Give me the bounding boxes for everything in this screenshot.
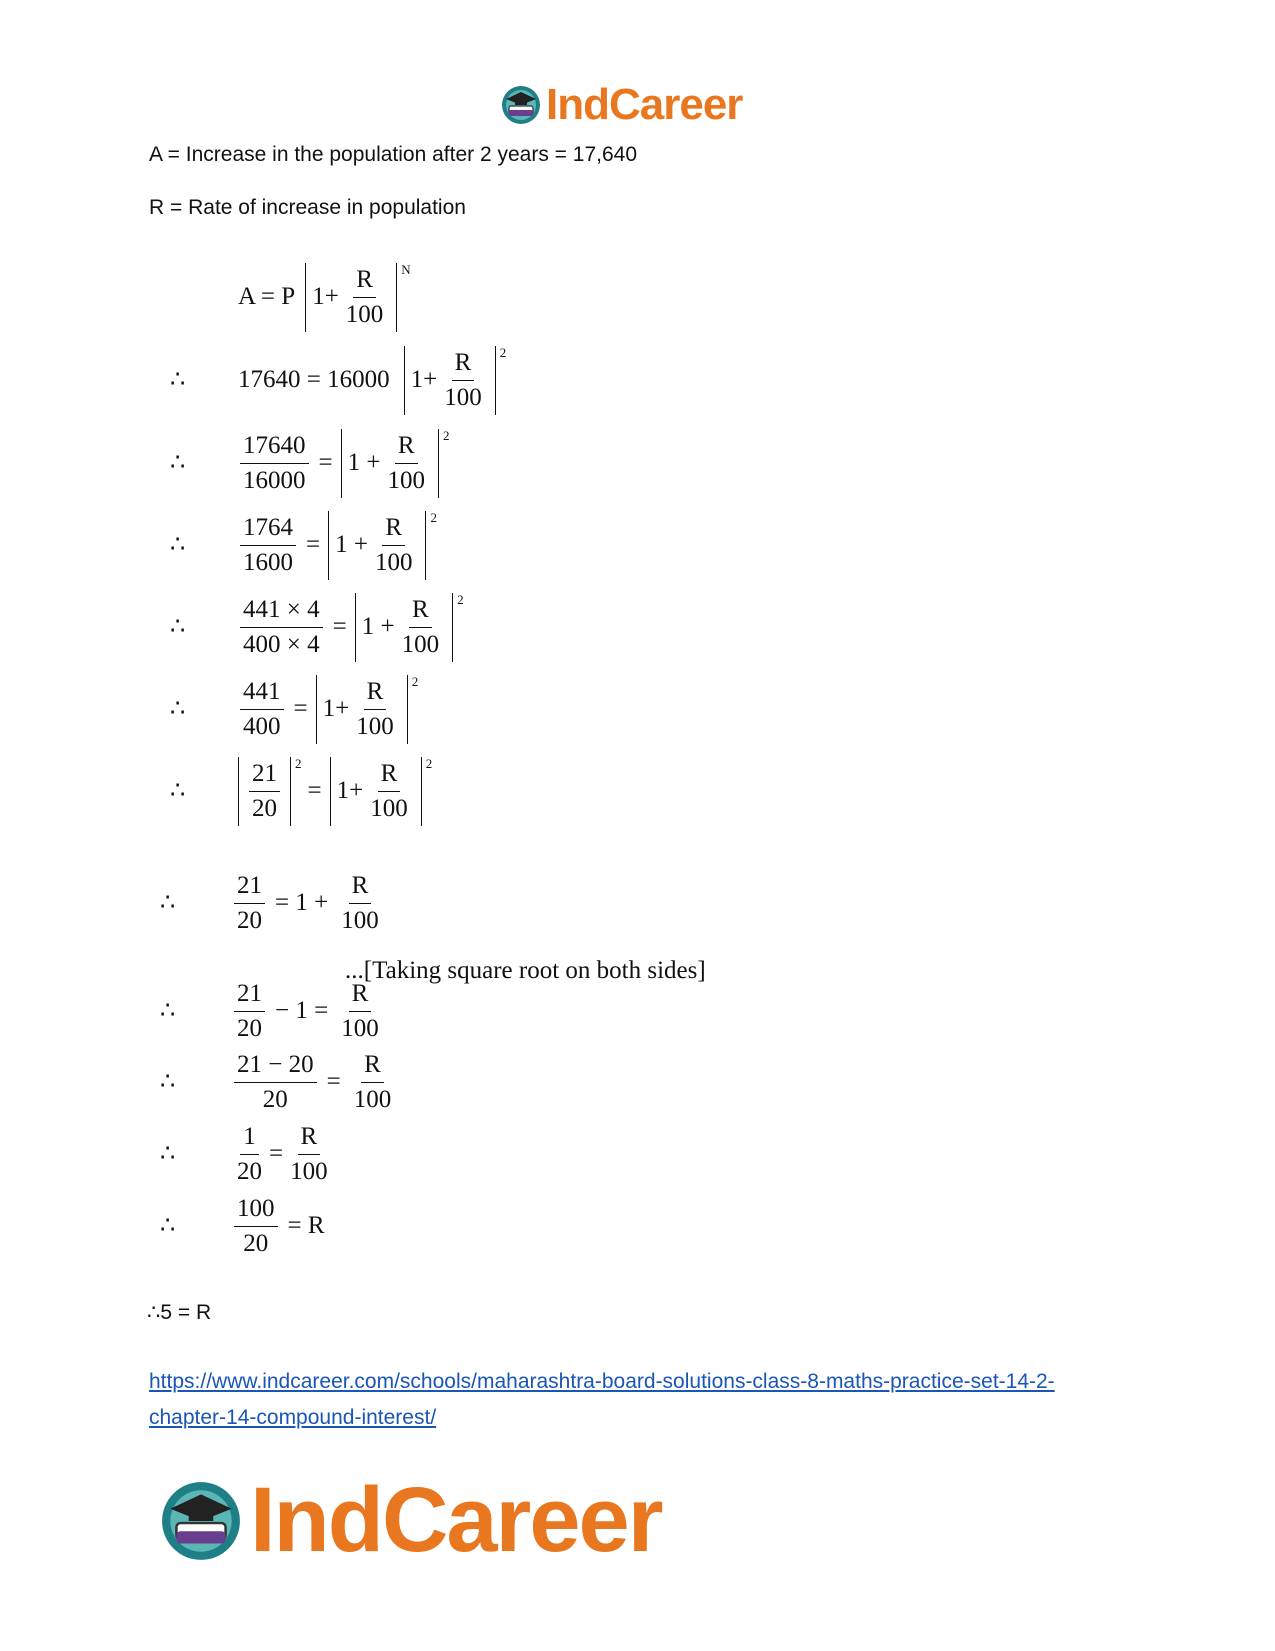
- equation-1: [238, 262, 411, 332]
- equation-4: [236, 510, 437, 580]
- frac-num: R: [361, 1050, 384, 1083]
- equation-2: [238, 345, 506, 415]
- therefore-symbol: ∴: [160, 996, 176, 1024]
- frac-num: R: [382, 513, 405, 546]
- equals: =: [293, 695, 308, 722]
- frac-num: 21 − 20: [234, 1050, 317, 1083]
- source-link[interactable]: https://www.indcareer.com/schools/maharashtra-board-solutions-class-8-maths-practice-set-14-2-chapter-14-compound-interest/: [149, 1370, 1055, 1429]
- exponent: 2: [499, 345, 507, 360]
- exponent: 2: [457, 592, 464, 607]
- frac-num: R: [409, 595, 432, 628]
- eq-one: 1 +: [335, 531, 368, 558]
- equals: = R: [287, 1212, 325, 1239]
- frac-num: R: [395, 431, 418, 464]
- equation-12: [230, 1191, 331, 1261]
- bracket: [238, 757, 291, 826]
- bracket: [330, 757, 422, 826]
- equals: − 1 =: [275, 997, 329, 1024]
- frac-num: 21: [234, 979, 265, 1012]
- equals: =: [326, 1068, 341, 1095]
- logo-text: IndCareer: [546, 80, 743, 129]
- therefore-symbol: ∴: [160, 1067, 176, 1095]
- statement-line-1: A = Increase in the population after 2 years = 17,640: [149, 143, 638, 166]
- frac-den: 100: [444, 383, 482, 411]
- frac-num: 21: [234, 871, 265, 904]
- frac-den: 100: [374, 548, 413, 576]
- equation-3: [236, 428, 449, 498]
- frac-num: R: [452, 348, 475, 381]
- frac-den: 100: [401, 630, 440, 658]
- therefore-symbol: ∴: [170, 612, 186, 640]
- header-logo: [500, 80, 742, 130]
- therefore-symbol: ∴: [170, 530, 186, 558]
- equation-5: [236, 592, 464, 662]
- eq-lhs: A = P: [238, 283, 296, 310]
- frac-den: 20: [243, 1229, 269, 1257]
- frac-den: 20: [237, 906, 262, 934]
- bracket: [404, 346, 496, 415]
- footer-logo: [158, 1468, 662, 1573]
- frac-den: 20: [262, 1085, 288, 1113]
- therefore-symbol: ∴: [160, 888, 176, 916]
- graduation-cap-book-icon: [158, 1478, 244, 1564]
- exponent: 2: [430, 510, 437, 525]
- therefore-symbol: ∴: [170, 448, 186, 476]
- therefore-symbol: ∴: [170, 776, 186, 804]
- exponent: N: [401, 262, 411, 277]
- step-note: ...[Taking square root on both sides]: [345, 957, 706, 984]
- therefore-symbol: ∴: [170, 694, 186, 722]
- frac-den: 100: [341, 1014, 379, 1042]
- frac-den: 100: [345, 300, 384, 328]
- frac-den: 100: [356, 712, 394, 740]
- bracket: [328, 511, 426, 580]
- frac-num: 17640: [240, 431, 309, 464]
- equals: =: [306, 531, 321, 558]
- bracket: [341, 429, 439, 498]
- eq-one: 1 +: [347, 449, 381, 476]
- frac-num: R: [353, 265, 376, 298]
- bracket: [316, 675, 408, 744]
- frac-den: 100: [341, 906, 379, 934]
- equation-7: [236, 756, 432, 826]
- bracket: [305, 263, 397, 332]
- therefore-symbol: ∴: [160, 1211, 176, 1239]
- frac-den: 20: [252, 794, 277, 822]
- logo-text: IndCareer: [250, 1469, 662, 1571]
- equals: =: [269, 1140, 284, 1167]
- therefore-symbol: ∴: [170, 365, 186, 393]
- frac-den: 100: [370, 794, 408, 822]
- equation-8: [230, 868, 386, 938]
- frac-den: 16000: [243, 466, 306, 494]
- frac-den: 400: [243, 712, 281, 740]
- frac-num: 21: [249, 759, 280, 792]
- frac-num: R: [349, 871, 372, 904]
- frac-num: R: [349, 979, 372, 1012]
- statement-line-2: R = Rate of increase in population: [149, 196, 466, 219]
- equation-9: [230, 976, 386, 1046]
- exponent: 2: [411, 674, 419, 689]
- frac-num: R: [378, 759, 401, 792]
- frac-num: 441: [240, 677, 284, 710]
- equation-6: [236, 674, 418, 744]
- eq-one: 1 +: [361, 613, 395, 640]
- frac-den: 20: [237, 1014, 262, 1042]
- eq-lhs: 17640 = 16000: [238, 366, 390, 393]
- equation-10: [230, 1047, 398, 1117]
- result-line: ∴5 = R: [147, 1301, 212, 1324]
- frac-den: 100: [387, 466, 425, 494]
- equals: =: [332, 613, 347, 640]
- eq-one: 1+: [336, 777, 364, 804]
- frac-den: 100: [353, 1085, 392, 1113]
- frac-num: 441 × 4: [240, 595, 323, 628]
- frac-den: 400 × 4: [243, 630, 320, 658]
- eq-one: 1+: [312, 283, 339, 310]
- frac-num: 1764: [240, 513, 296, 546]
- eq-one: 1+: [322, 695, 350, 722]
- exponent: 2: [442, 428, 450, 443]
- frac-num: R: [364, 677, 387, 710]
- frac-num: 1: [240, 1122, 259, 1155]
- equals: =: [318, 449, 333, 476]
- equals: = 1 +: [275, 889, 329, 916]
- eq-one: 1+: [410, 366, 438, 393]
- exponent: 2: [425, 756, 433, 771]
- frac-den: 100: [290, 1157, 328, 1185]
- frac-den: 1600: [243, 548, 293, 576]
- bracket: [355, 593, 453, 662]
- equals: =: [307, 777, 322, 804]
- frac-den: 20: [237, 1157, 262, 1185]
- therefore-symbol: ∴: [160, 1139, 176, 1167]
- graduation-cap-book-icon: [500, 84, 542, 126]
- frac-num: 100: [234, 1194, 278, 1227]
- exponent: 2: [295, 756, 302, 771]
- equation-11: [230, 1119, 335, 1189]
- frac-num: R: [298, 1122, 321, 1155]
